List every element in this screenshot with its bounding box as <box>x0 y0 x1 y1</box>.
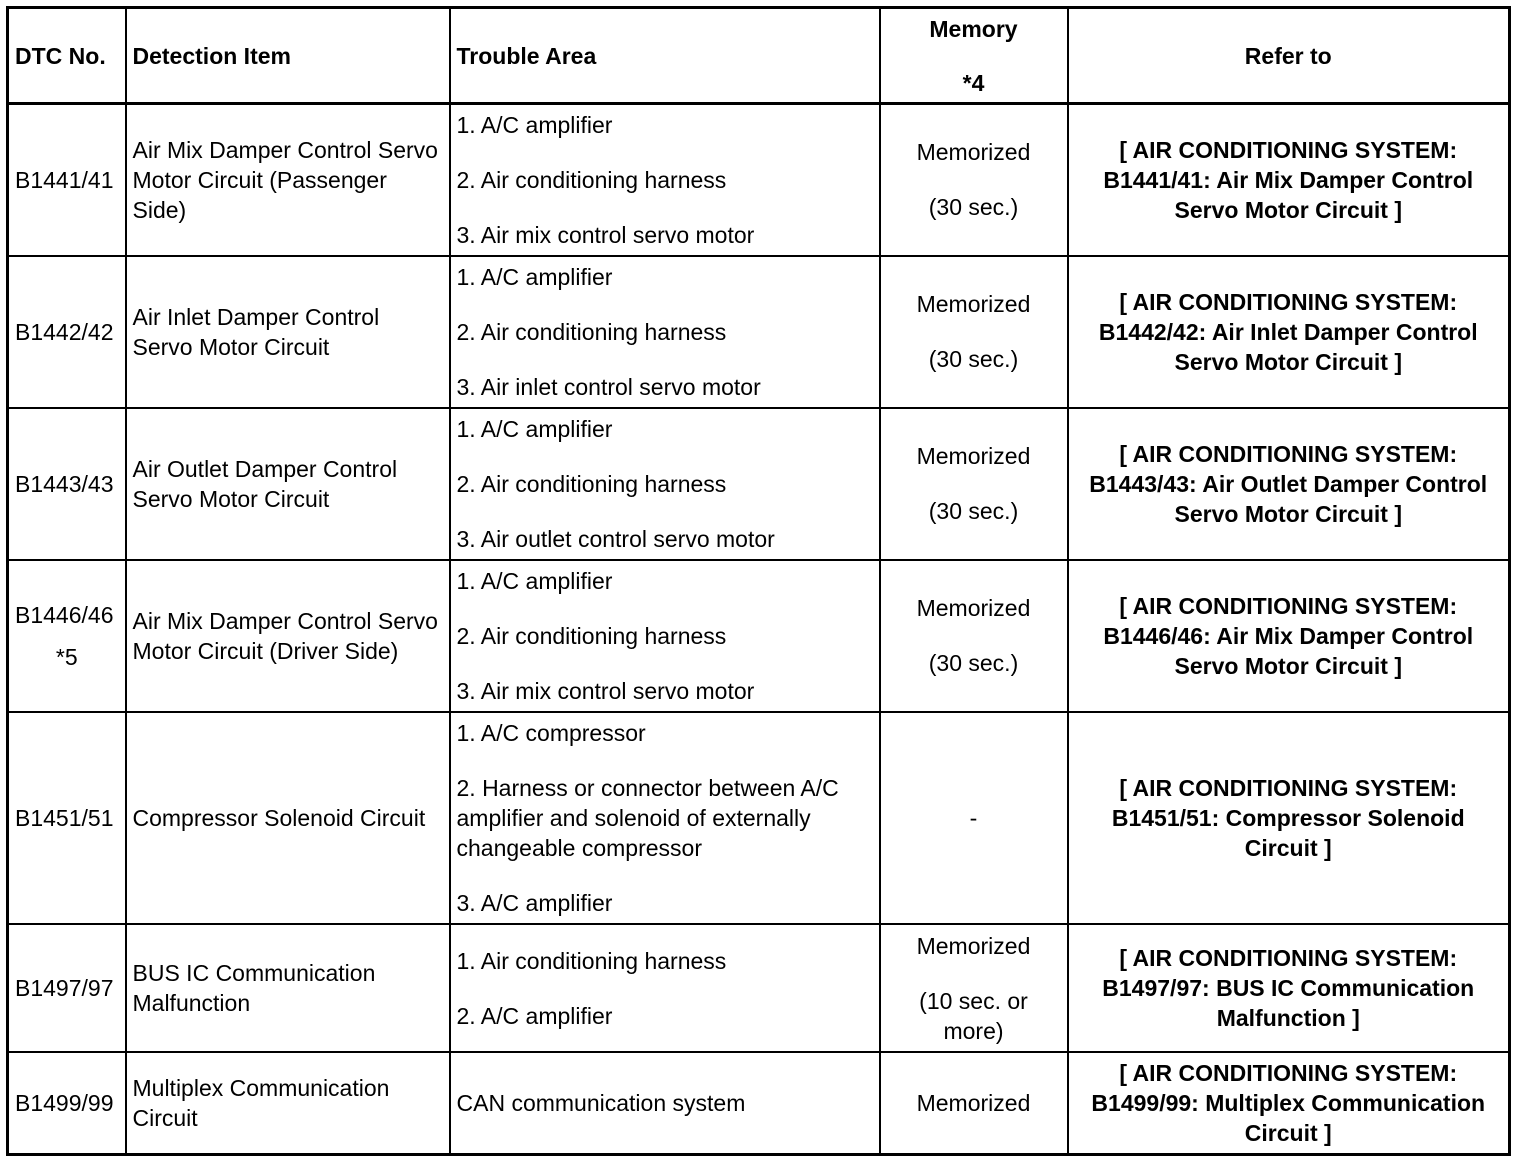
detection-item-cell: Compressor Solenoid Circuit <box>126 712 450 924</box>
trouble-area-line: 3. Air outlet control servo motor <box>456 525 775 552</box>
memory-line: (30 sec.) <box>928 498 1019 525</box>
memory-cell <box>880 256 1068 408</box>
memory-line: (30 sec.) <box>928 194 1019 221</box>
trouble-area-cell <box>450 104 880 256</box>
table-row <box>8 1052 1510 1154</box>
table-row <box>8 104 1510 256</box>
memory-line: (30 sec.) <box>928 346 1019 373</box>
refer-to-cell[interactable]: [ AIR CONDITIONING SYSTEM: B1442/42: Air Inlet Damper Control Servo Motor Circuit ] <box>1068 256 1510 408</box>
dtc-cell <box>8 924 126 1052</box>
refer-to-cell[interactable]: [ AIR CONDITIONING SYSTEM: B1443/43: Air Outlet Damper Control Servo Motor Circuit ] <box>1068 408 1510 560</box>
dtc-cell <box>8 256 126 408</box>
detection-item-cell: Air Mix Damper Control Servo Motor Circuit (Driver Side) <box>126 560 450 712</box>
trouble-area-entry <box>457 566 873 596</box>
memory-line: Memorized <box>916 595 1031 622</box>
memory-line: Memorized <box>916 1090 1031 1117</box>
dtc-cell <box>8 1052 126 1154</box>
refer-to-cell[interactable]: [ AIR CONDITIONING SYSTEM: B1497/97: BUS IC Communication Malfunction ] <box>1068 924 1510 1052</box>
trouble-area-entry <box>457 165 873 195</box>
header-memory-note: *4 <box>962 69 985 96</box>
memory-line: Memorized <box>916 291 1031 318</box>
dtc-code: B1497/97 <box>15 975 114 1002</box>
trouble-area-cell <box>450 924 880 1052</box>
trouble-area-line: 2. A/C amplifier <box>456 1002 613 1029</box>
dtc-cell <box>8 712 126 924</box>
trouble-area-entry <box>457 262 873 292</box>
dtc-code: B1441/41 <box>15 166 114 193</box>
header-refer-to: Refer to <box>1068 8 1510 104</box>
table-row <box>8 256 1510 408</box>
memory-line: (10 sec. or more) <box>919 987 1028 1044</box>
trouble-area-entry <box>457 888 873 918</box>
dtc-cell <box>8 408 126 560</box>
trouble-area-line: 2. Air conditioning harness <box>456 318 727 345</box>
memory-line: - <box>969 805 978 832</box>
header-dtc-no: DTC No. <box>8 8 126 104</box>
table-row <box>8 408 1510 560</box>
memory-cell <box>880 560 1068 712</box>
trouble-area-cell <box>450 408 880 560</box>
refer-to-cell[interactable]: [ AIR CONDITIONING SYSTEM: B1499/99: Multiplex Communication Circuit ] <box>1068 1052 1510 1154</box>
trouble-area-cell <box>450 1052 880 1154</box>
detection-item-cell: Multiplex Communication Circuit <box>126 1052 450 1154</box>
trouble-area-line: 1. A/C amplifier <box>456 263 613 290</box>
memory-cell <box>880 1052 1068 1154</box>
dtc-code: B1443/43 <box>15 470 114 497</box>
trouble-area-cell <box>450 256 880 408</box>
trouble-area-cell <box>450 560 880 712</box>
trouble-area-line: 3. A/C amplifier <box>456 890 613 917</box>
detection-item-cell: Air Mix Damper Control Servo Motor Circuit (Passenger Side) <box>126 104 450 256</box>
trouble-area-line: changeable compressor <box>456 835 702 862</box>
header-detection-item: Detection Item <box>126 8 450 104</box>
dtc-code: B1442/42 <box>15 318 114 345</box>
trouble-area-line: 3. Air mix control servo motor <box>456 677 755 704</box>
trouble-area-entry <box>457 524 873 554</box>
header-trouble-area: Trouble Area <box>450 8 880 104</box>
refer-to-cell[interactable]: [ AIR CONDITIONING SYSTEM: B1451/51: Compressor Solenoid Circuit ] <box>1068 712 1510 924</box>
trouble-area-line: 2. Air conditioning harness <box>456 470 727 497</box>
memory-line: Memorized <box>916 139 1031 166</box>
memory-line: Memorized <box>916 443 1031 470</box>
trouble-area-entry <box>457 372 873 402</box>
dtc-table <box>6 6 1511 1156</box>
trouble-area-line: 1. A/C amplifier <box>456 415 613 442</box>
trouble-area-entry <box>457 317 873 347</box>
trouble-area-line: amplifier and solenoid of externally <box>456 805 811 832</box>
trouble-area-entry <box>457 676 873 706</box>
header-memory-label: Memory <box>929 15 1018 42</box>
trouble-area-entry <box>457 1088 873 1118</box>
trouble-area-line: 2. Air conditioning harness <box>456 622 727 649</box>
trouble-area-entry <box>457 946 873 976</box>
trouble-area-line: 1. A/C amplifier <box>456 111 613 138</box>
trouble-area-line: 1. A/C compressor <box>456 720 646 747</box>
memory-line: (30 sec.) <box>928 650 1019 677</box>
refer-to-cell[interactable]: [ AIR CONDITIONING SYSTEM: B1446/46: Air Mix Damper Control Servo Motor Circuit ] <box>1068 560 1510 712</box>
dtc-cell <box>8 104 126 256</box>
detection-item-cell: BUS IC Communication Malfunction <box>126 924 450 1052</box>
trouble-area-entry <box>457 773 873 863</box>
detection-item-cell: Air Outlet Damper Control Servo Motor Circuit <box>126 408 450 560</box>
dtc-code: B1446/46 <box>15 601 114 628</box>
trouble-area-entry <box>457 469 873 499</box>
header-memory <box>880 8 1068 104</box>
table-row <box>8 560 1510 712</box>
memory-cell <box>880 924 1068 1052</box>
trouble-area-cell <box>450 712 880 924</box>
memory-cell <box>880 712 1068 924</box>
dtc-code: B1499/99 <box>15 1090 114 1117</box>
trouble-area-line: 3. Air mix control servo motor <box>456 221 755 248</box>
trouble-area-entry <box>457 718 873 748</box>
trouble-area-entry <box>457 1001 873 1031</box>
trouble-area-line: CAN communication system <box>456 1090 746 1117</box>
memory-cell <box>880 408 1068 560</box>
memory-line: Memorized <box>916 932 1031 959</box>
trouble-area-line: 1. Air conditioning harness <box>456 947 727 974</box>
table-row <box>8 924 1510 1052</box>
refer-to-cell[interactable]: [ AIR CONDITIONING SYSTEM: B1441/41: Air Mix Damper Control Servo Motor Circuit ] <box>1068 104 1510 256</box>
table-body <box>8 104 1510 1155</box>
trouble-area-entry <box>457 220 873 250</box>
dtc-code: B1451/51 <box>15 805 114 832</box>
detection-item-cell: Air Inlet Damper Control Servo Motor Circuit <box>126 256 450 408</box>
trouble-area-entry <box>457 621 873 651</box>
trouble-area-entry <box>457 414 873 444</box>
dtc-cell <box>8 560 126 712</box>
dtc-note: *5 <box>55 643 78 670</box>
table-row <box>8 712 1510 924</box>
memory-cell <box>880 104 1068 256</box>
trouble-area-line: 1. A/C amplifier <box>456 567 613 594</box>
trouble-area-line: 2. Harness or connector between A/C <box>456 775 839 802</box>
table-header-row <box>8 8 1510 104</box>
trouble-area-line: 3. Air inlet control servo motor <box>456 373 761 400</box>
trouble-area-line: 2. Air conditioning harness <box>456 166 727 193</box>
trouble-area-entry <box>457 110 873 140</box>
